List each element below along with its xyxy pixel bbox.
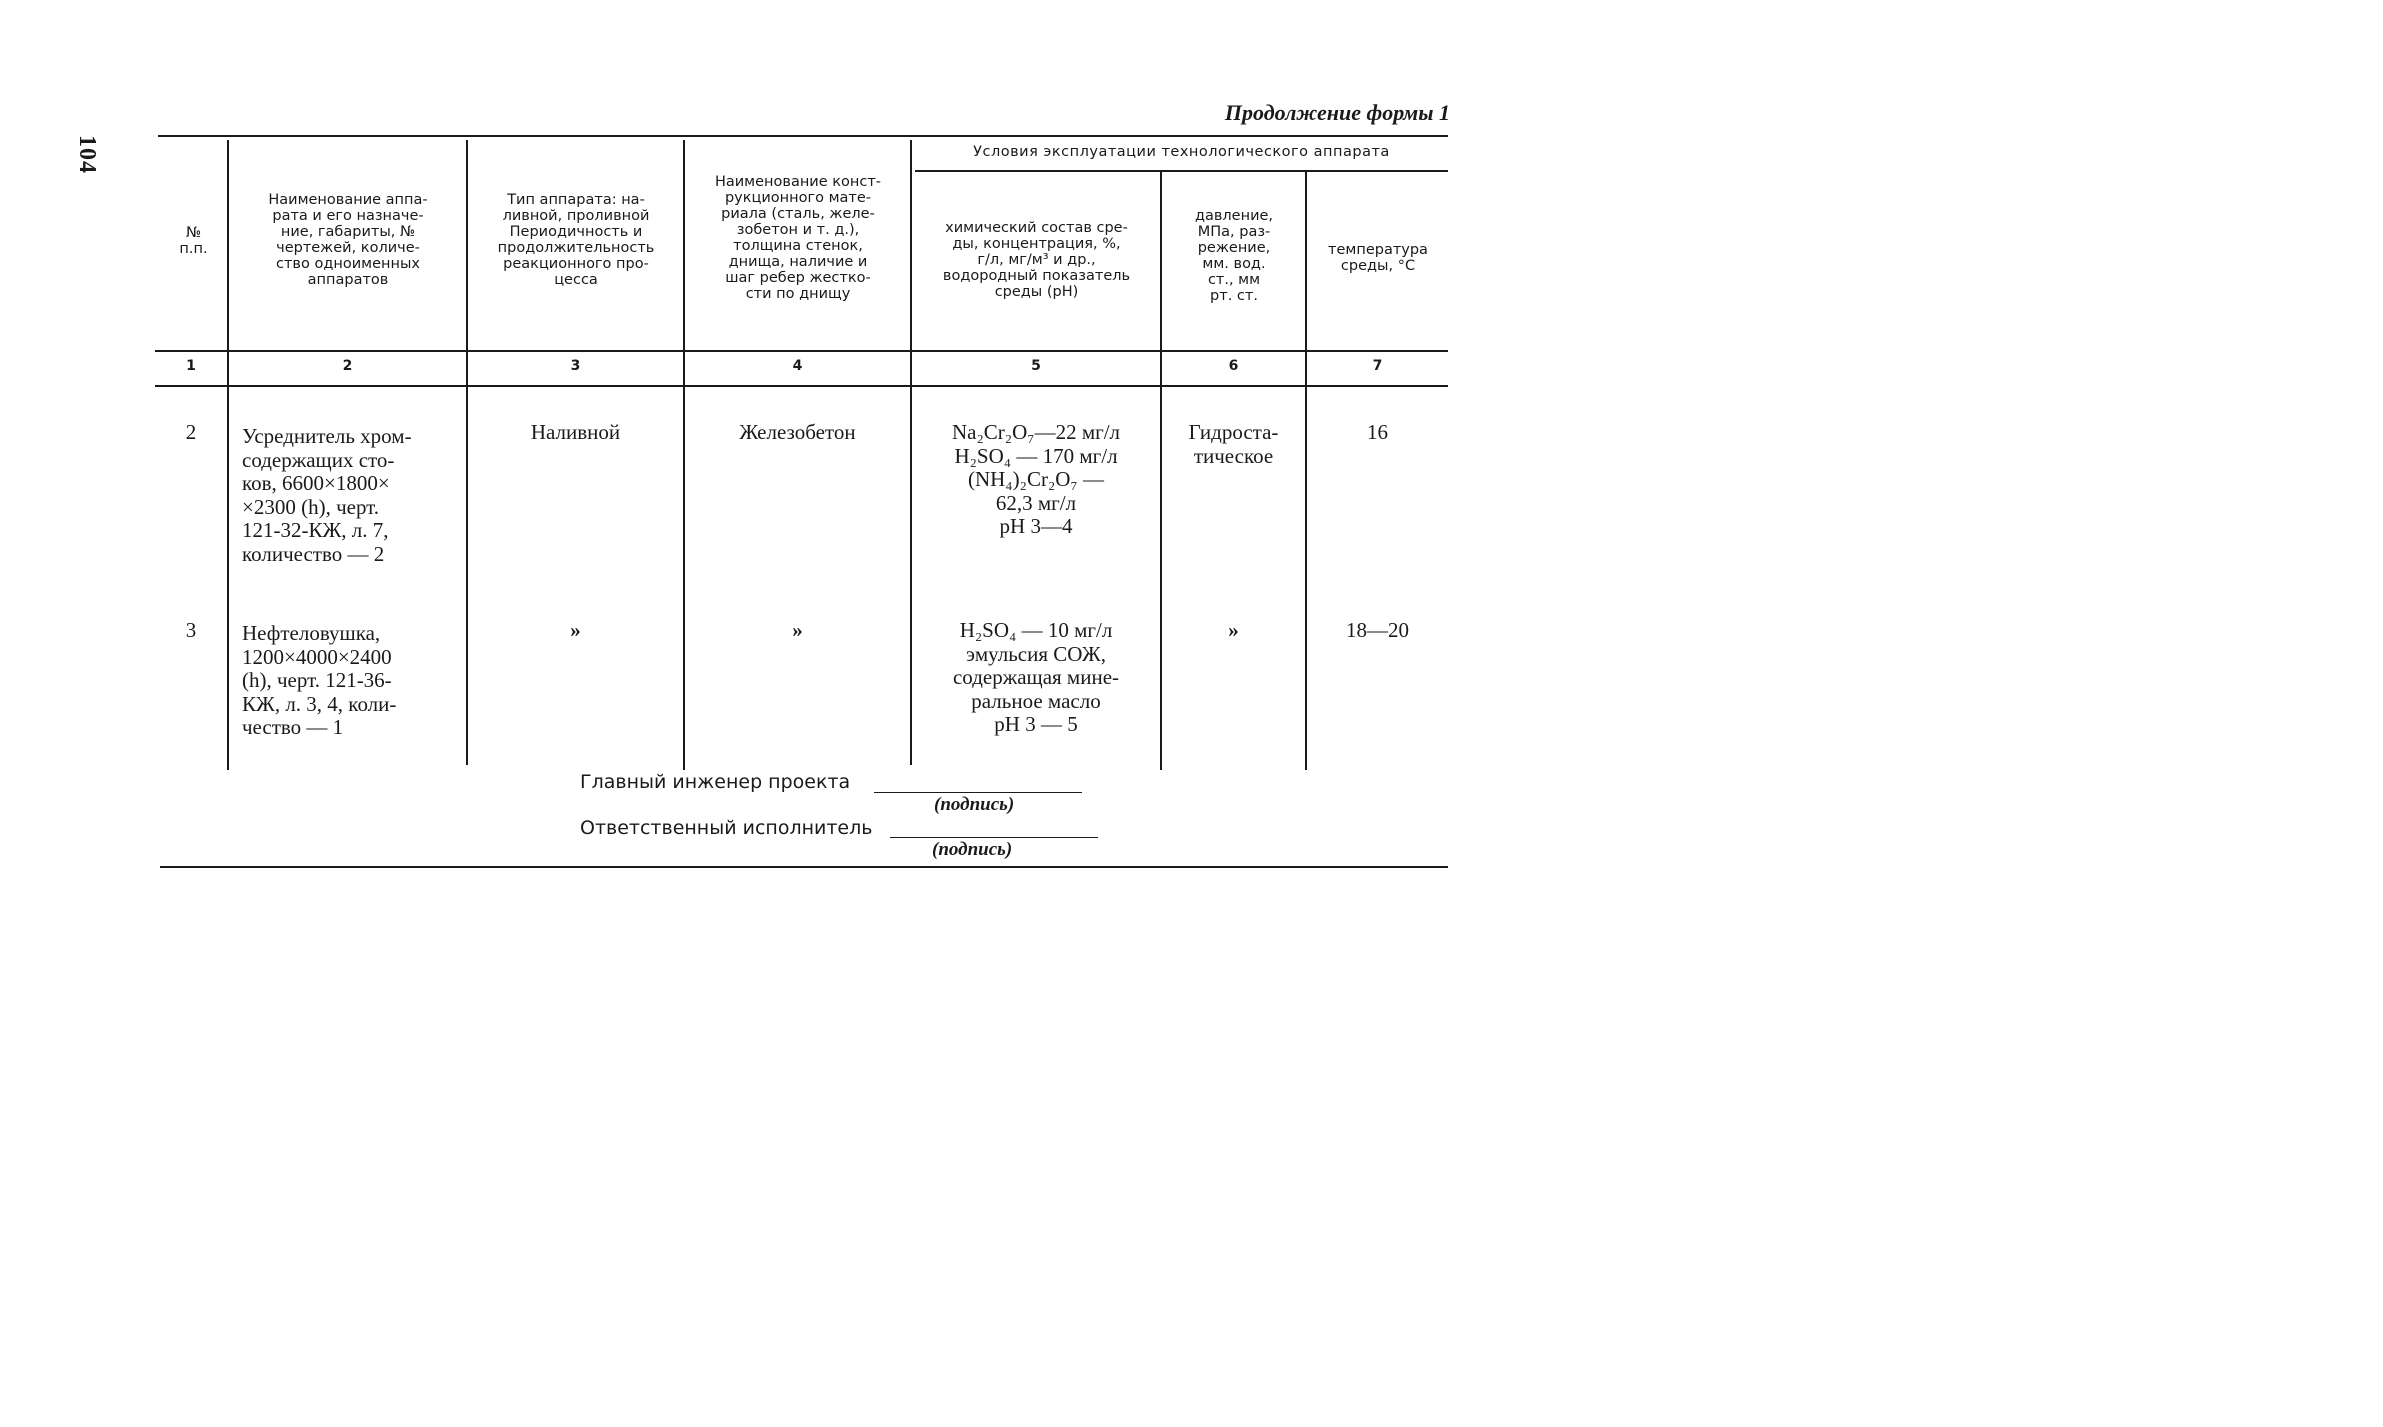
header-col4 [686,174,910,302]
header-col5-line: г/л, мг/м³ и др., [977,252,1096,268]
header-col6-line: ст., мм [1207,272,1261,288]
apparatus-type: Наливной [530,420,621,444]
header-col4-line: днища, наличие и [728,254,868,270]
header-col6-line: режение, [1197,240,1271,256]
composition-line: содержащая мине- [952,665,1120,689]
apparatus-name-line: 1200×4000×2400 [242,644,392,669]
column-number: 4 [792,358,803,374]
pressure: » [1228,618,1239,642]
group-header: Условия эксплуатации технологического аппарата [973,144,1390,160]
apparatus-name [242,622,454,740]
apparatus-name-line: Усреднитель хром- [242,424,412,448]
page-number: 104 [74,135,100,174]
signature-label: Главный инженер проекта [580,771,851,793]
table-bottom-rule [160,866,1448,868]
header-col6-line: МПа, раз- [1197,224,1271,240]
composition-line: 62,3 мг/л [995,490,1077,515]
apparatus-name-line: 121-32-КЖ, л. 7, [242,518,389,542]
composition-line: ральное масло [971,688,1101,713]
apparatus-name [242,425,454,566]
apparatus-name-line: ×2300 (h), черт. [242,494,380,519]
pressure-line: тическое [1193,443,1274,468]
header-col5-line: химический состав сре- [945,220,1128,236]
apparatus-type: » [570,618,581,642]
header-col5-line: ды, концентрация, %, [952,236,1121,252]
signature-label: Ответственный исполнитель [580,817,873,839]
header-col1-line: п.п. [179,241,208,257]
apparatus-name-line: содержащих сто- [242,447,395,472]
row-number: 3 [185,618,197,642]
construction-material: » [792,618,803,642]
composition-line: pH 3—4 [999,514,1073,538]
pressure [1162,421,1305,468]
header-col3-line: цесса [554,272,598,288]
header-col3 [469,192,683,288]
header-col3-line: Тип аппарата: на- [507,192,645,208]
header-col4-line: риала (сталь, желе- [721,206,875,222]
header-col7-line: температура [1328,242,1428,258]
composition-line: H₂SO₄ — 10 мг/л [959,618,1113,642]
header-col6-line: давление, [1194,208,1274,224]
header-col3-line: Периодичность и [509,224,643,240]
header-col3-line: ливной, проливной [502,208,650,224]
header-col5 [913,220,1160,300]
signature-caption: (подпись) [932,839,1013,860]
header-col2-line: Наименование аппа- [268,192,428,208]
signature-line[interactable] [874,792,1082,793]
column-number: 5 [1031,358,1041,374]
header-col3-line: продолжительность [497,240,655,256]
row-number: 2 [185,420,197,444]
apparatus-name-line: количество — 2 [242,541,385,566]
group-header-rule [915,170,1448,172]
column-divider-1 [227,140,229,770]
column-number: 1 [186,358,196,374]
column-number: 3 [570,358,581,374]
signature-caption: (подпись) [934,794,1015,815]
temperature: 18—20 [1346,618,1409,642]
header-col6-line: мм. вод. [1202,256,1266,272]
column-number-rule [155,385,1448,387]
header-col1-line: № [185,225,202,241]
header-col4-line: Наименование конст- [714,174,882,190]
header-col2-line: рата и его назначе- [272,208,424,224]
header-col4-line: сти по днищу [745,286,851,302]
pressure-line: Гидроста- [1188,420,1279,444]
header-col4-line: шаг ребер жестко- [725,270,871,286]
header-col4-line: толщина стенок, [733,238,863,254]
composition-line: эмульсия СОЖ, [966,641,1106,666]
header-bottom-rule [155,350,1448,352]
column-number: 7 [1372,358,1383,374]
chemical-composition [912,619,1160,737]
header-col2-line: ние, габариты, № [280,224,416,240]
header-col1 [160,225,227,257]
composition-line: (NH₄)₂Cr₂O₇ — [967,467,1105,491]
apparatus-name-line: (h), черт. 121-36- [242,668,392,692]
header-col3-line: реакционного про- [503,256,649,272]
header-col7-line: среды, °С [1340,258,1416,274]
header-col5-line: среды (pH) [994,284,1079,300]
construction-material: Железобетон [739,420,856,444]
header-col2-line: аппаратов [307,272,389,288]
composition-line: H₂SO₄ — 170 мг/л [954,443,1118,468]
header-col7 [1308,242,1448,274]
continuation-title: Продолжение формы 1 [1224,100,1450,125]
header-col4-line: зобетон и т. д.), [736,222,860,238]
column-divider-6 [1305,172,1307,770]
composition-line: pH 3 — 5 [994,712,1078,736]
column-divider-2 [466,140,468,765]
apparatus-name-line: Нефтеловушка, [242,621,381,645]
header-col5-line: водородный показатель [942,268,1131,284]
column-number: 6 [1228,358,1239,374]
temperature: 16 [1367,420,1388,444]
column-number: 2 [342,358,353,374]
apparatus-name-line: ков, 6600×1800× [242,471,390,495]
composition-line: Na₂Cr₂O₇—22 мг/л [951,420,1121,444]
header-col6 [1163,208,1305,304]
header-col4-line: рукционного мате- [724,190,872,206]
signature-line[interactable] [890,837,1098,838]
column-divider-3 [683,140,685,770]
chemical-composition [912,421,1160,539]
header-col2-line: ство одноименных [276,256,420,272]
header-col6-line: рт. ст. [1210,288,1258,304]
apparatus-name-line: чество — 1 [242,715,344,739]
table-top-rule [158,135,1448,137]
header-col2 [230,192,466,288]
header-col2-line: чертежей, количе- [276,240,420,256]
column-divider-5 [1160,172,1162,770]
apparatus-name-line: КЖ, л. 3, 4, коли- [242,691,397,716]
